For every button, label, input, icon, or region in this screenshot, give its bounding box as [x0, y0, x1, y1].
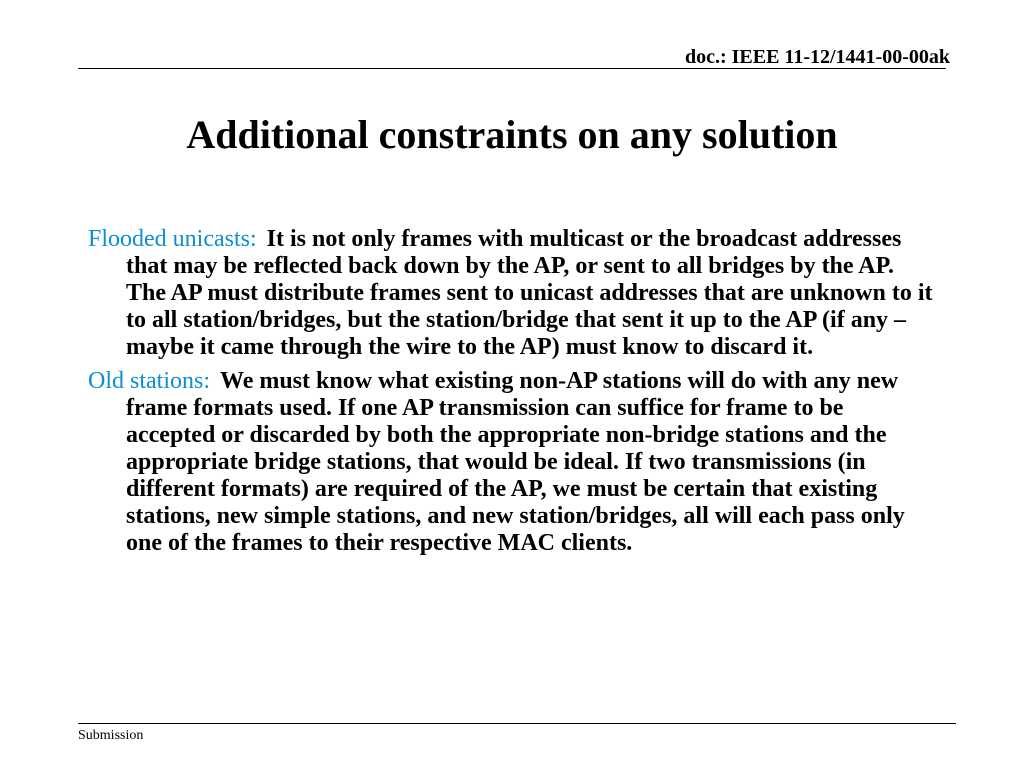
bullet-label: Flooded unicasts:: [88, 226, 257, 252]
footer-submission-label: Submission: [78, 728, 144, 743]
document-id: doc.: IEEE 11-12/1441-00-00ak: [684, 46, 950, 68]
bullet-label: Old stations:: [88, 368, 211, 394]
bullet-flooded-unicasts: [88, 226, 938, 361]
bullet-list: [88, 226, 938, 564]
bullet-old-stations: [88, 368, 938, 557]
bullet-text: We must know what existing non-AP stations will do with any new frame formats used. If one AP transmission can suffice for frame to be accepted or discarded by both the appropriate non-bridge stations and the appropriate bridge stations, that would be ideal. If two transmissions (in different formats) are required of the AP, we must be certain that existing stations, new simple stations, and new station/bridges, all will each pass only one of the frames to their respective MAC clients.: [126, 368, 905, 556]
slide-title: Additional constraints on any solution: [186, 112, 838, 157]
bullet-text: It is not only frames with multicast or the broadcast addresses that may be reflected back down by the AP, or sent to all bridges by the AP. The AP must distribute frames sent to unicast addresses that are unknown to it to all station/bridges, but the station/bridge that sent it up to the AP (if any – maybe it came through the wire to the AP) must know to discard it.: [126, 226, 933, 360]
footer-divider: [78, 723, 956, 724]
header-divider: [78, 68, 946, 69]
